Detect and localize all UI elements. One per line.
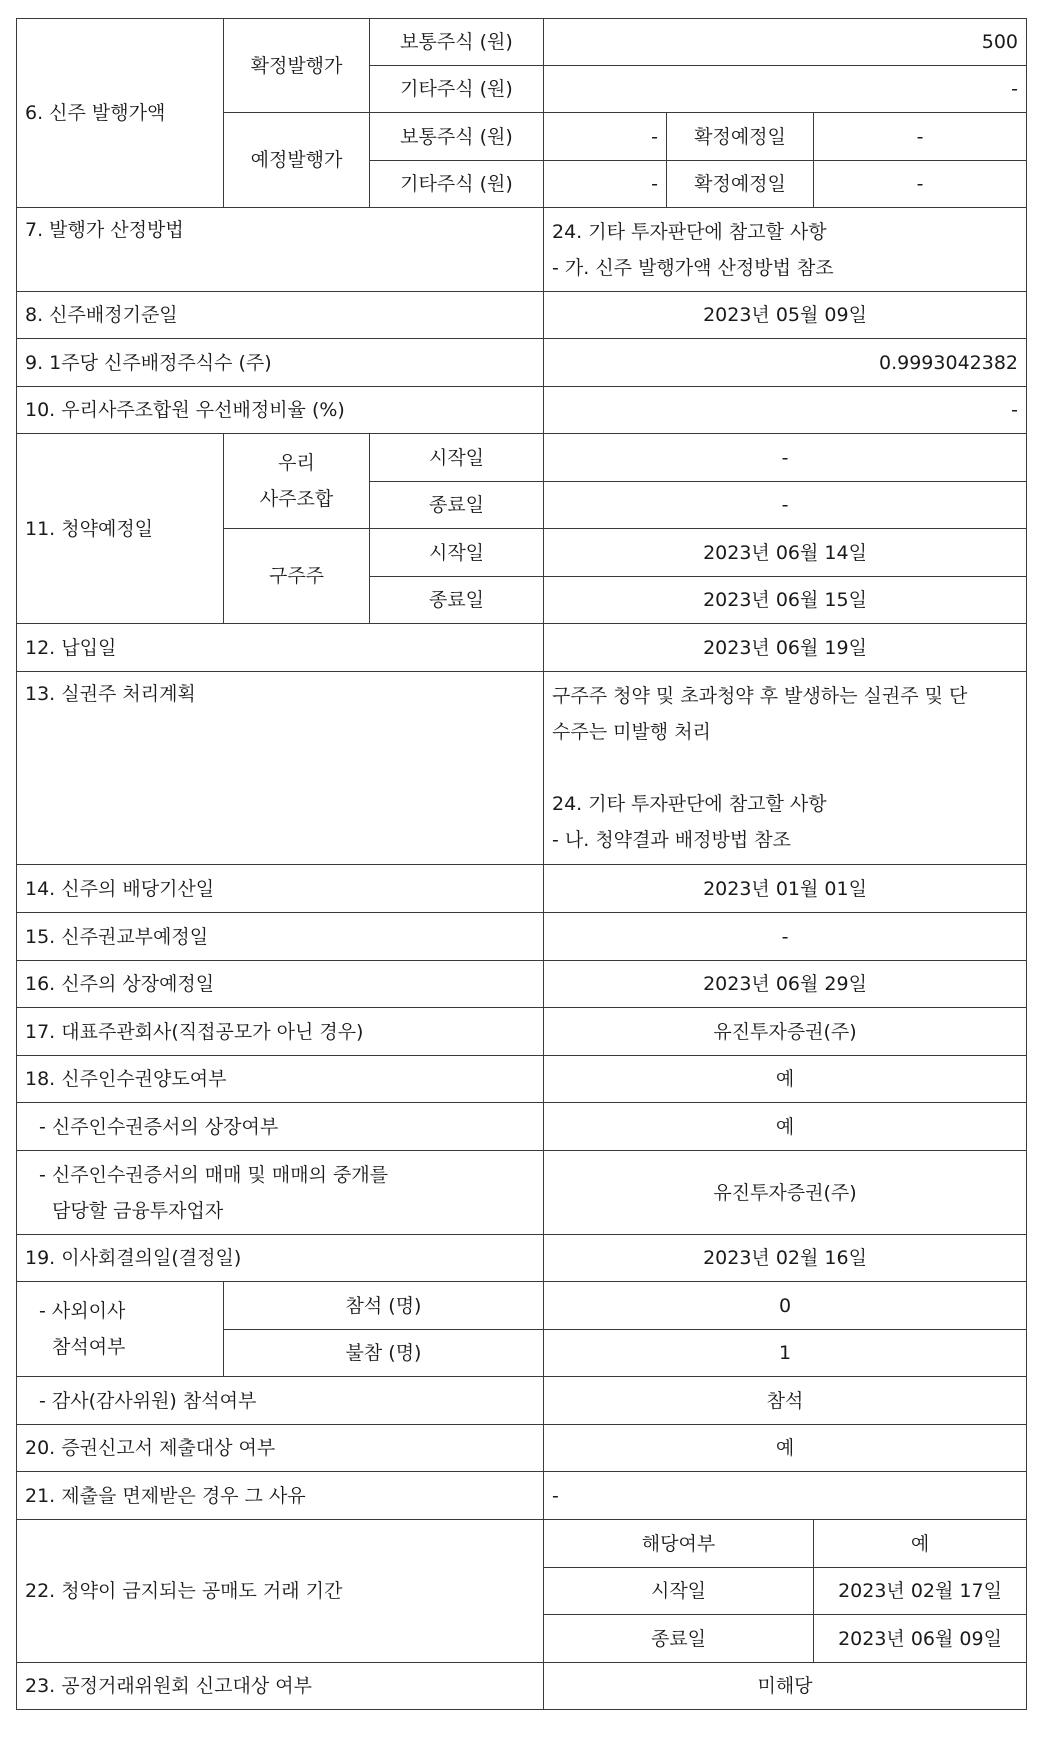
forfeited-shares-label: 13. 실권주 처리계획 [17, 672, 544, 865]
lead-manager-label: 17. 대표주관회사(직접공모가 아닌 경우) [17, 1008, 544, 1056]
certificate-date-label: 15. 신주권교부예정일 [17, 913, 544, 961]
expected-other-label: 기타주식 (원) [370, 161, 544, 208]
rights-broker-label-line-1: - 신주인수권증서의 매매 및 매매의 중개를 [39, 1163, 389, 1186]
dividend-date-value: 2023년 01월 01일 [544, 865, 1027, 913]
confirmed-other-value: - [544, 66, 1027, 113]
row-esop-ratio [17, 387, 1027, 434]
board-date-label: 19. 이사회결의일(결정일) [17, 1235, 544, 1282]
outside-director-label-line-1: - 사외이사 [39, 1300, 126, 1322]
dividend-date-label: 14. 신주의 배당기산일 [17, 865, 544, 913]
shares-per-share-label: 9. 1주당 신주배정주식수 (주) [17, 339, 544, 387]
outside-attend-label: 참석 (명) [224, 1282, 544, 1330]
expected-other-date: - [814, 161, 1027, 208]
row-shares-per-share [17, 339, 1027, 387]
old-shareholders-label: 구주주 [224, 529, 370, 624]
exemption-reason-value: - [544, 1472, 1027, 1520]
old-end-value: 2023년 06월 15일 [544, 577, 1027, 624]
esop-ratio-value: - [544, 387, 1027, 434]
forfeited-shares-value [544, 672, 1027, 865]
ftc-report-value: 미해당 [544, 1663, 1027, 1710]
row-listing-date [17, 961, 1027, 1008]
lead-manager-value: 유진투자증권(주) [544, 1008, 1027, 1056]
row-short-sale-applicable [17, 1520, 1027, 1568]
short-sale-end-value: 2023년 06월 09일 [814, 1615, 1027, 1663]
rights-transfer-value: 예 [544, 1056, 1027, 1103]
short-sale-label: 22. 청약이 금지되는 공매도 거래 기간 [17, 1520, 544, 1663]
row-certificate-date [17, 913, 1027, 961]
short-sale-start-label: 시작일 [544, 1568, 814, 1615]
confirmed-other-label: 기타주식 (원) [370, 66, 544, 113]
expected-common-value: - [544, 113, 667, 161]
subscription-date-label: 11. 청약예정일 [17, 434, 224, 624]
row-subscription-union-start [17, 434, 1027, 482]
old-start-label: 시작일 [370, 529, 544, 577]
esop-ratio-label: 10. 우리사주조합원 우선배정비율 (%) [17, 387, 544, 434]
forfeited-line-1: 구주주 청약 및 초과청약 후 발생하는 실권주 및 단 [552, 685, 968, 707]
outside-director-label [17, 1282, 224, 1377]
payment-date-value: 2023년 06월 19일 [544, 624, 1027, 672]
row-pricing-method [17, 208, 1027, 292]
registration-target-value: 예 [544, 1425, 1027, 1472]
forfeited-line-3: 24. 기타 투자판단에 참고할 사항 [552, 793, 827, 815]
row-registration-target [17, 1425, 1027, 1472]
row-lead-manager [17, 1008, 1027, 1056]
rights-listing-label: - 신주인수권증서의 상장여부 [17, 1103, 544, 1151]
union-label-line-1: 우리 [278, 452, 315, 474]
outside-absent-label: 불참 (명) [224, 1330, 544, 1377]
rights-broker-label-line-2: 담당할 금융투자업자 [52, 1199, 224, 1222]
outside-attend-value: 0 [544, 1282, 1027, 1330]
forfeited-spacer [552, 750, 1018, 786]
rights-listing-value: 예 [544, 1103, 1027, 1151]
confirmed-price-label: 확정발행가 [224, 19, 370, 113]
expected-price-label: 예정발행가 [224, 113, 370, 208]
short-sale-start-value: 2023년 02월 17일 [814, 1568, 1027, 1615]
short-sale-applicable-value: 예 [814, 1520, 1027, 1568]
union-start-value: - [544, 434, 1027, 482]
row-outside-attend [17, 1282, 1027, 1330]
expected-common-label: 보통주식 (원) [370, 113, 544, 161]
exemption-reason-label: 21. 제출을 면제받은 경우 그 사유 [17, 1472, 544, 1520]
disclosure-table [16, 18, 1027, 1710]
pricing-method-value [544, 208, 1027, 292]
payment-date-label: 12. 납입일 [17, 624, 544, 672]
board-date-value: 2023년 02월 16일 [544, 1235, 1027, 1282]
row-board-date [17, 1235, 1027, 1282]
row-exemption-reason [17, 1472, 1027, 1520]
outside-director-label-line-2: 참석여부 [52, 1336, 126, 1358]
short-sale-applicable-label: 해당여부 [544, 1520, 814, 1568]
record-date-label: 8. 신주배정기준일 [17, 292, 544, 339]
shares-per-share-value: 0.9993042382 [544, 339, 1027, 387]
rights-broker-label [17, 1151, 544, 1235]
expected-common-date: - [814, 113, 1027, 161]
old-end-label: 종료일 [370, 577, 544, 624]
listing-date-value: 2023년 06월 29일 [544, 961, 1027, 1008]
issue-price-label: 6. 신주 발행가액 [17, 19, 224, 208]
row-rights-listing [17, 1103, 1027, 1151]
row-ftc-report [17, 1663, 1027, 1710]
confirmed-common-value: 500 [544, 19, 1027, 66]
pricing-method-label: 7. 발행가 산정방법 [17, 208, 544, 292]
rights-transfer-label: 18. 신주인수권양도여부 [17, 1056, 544, 1103]
forfeited-line-2: 수주는 미발행 처리 [552, 721, 711, 743]
auditor-attend-label: - 감사(감사위원) 참석여부 [17, 1377, 544, 1425]
union-end-value: - [544, 482, 1027, 529]
expected-other-date-label: 확정예정일 [667, 161, 814, 208]
expected-other-value: - [544, 161, 667, 208]
rights-broker-value: 유진투자증권(주) [544, 1151, 1027, 1235]
union-label-line-2: 사주조합 [259, 488, 334, 510]
expected-common-date-label: 확정예정일 [667, 113, 814, 161]
row-issue-price-confirmed-common [17, 19, 1027, 66]
auditor-attend-value: 참석 [544, 1377, 1027, 1425]
row-payment-date [17, 624, 1027, 672]
confirmed-common-label: 보통주식 (원) [370, 19, 544, 66]
row-dividend-date [17, 865, 1027, 913]
listing-date-label: 16. 신주의 상장예정일 [17, 961, 544, 1008]
row-forfeited-shares [17, 672, 1027, 865]
ftc-report-label: 23. 공정거래위원회 신고대상 여부 [17, 1663, 544, 1710]
registration-target-label: 20. 증권신고서 제출대상 여부 [17, 1425, 544, 1472]
row-record-date [17, 292, 1027, 339]
union-start-label: 시작일 [370, 434, 544, 482]
row-auditor-attend [17, 1377, 1027, 1425]
short-sale-end-label: 종료일 [544, 1615, 814, 1663]
row-rights-broker [17, 1151, 1027, 1235]
union-end-label: 종료일 [370, 482, 544, 529]
certificate-date-value: - [544, 913, 1027, 961]
record-date-value: 2023년 05월 09일 [544, 292, 1027, 339]
pricing-method-line-1: 24. 기타 투자판단에 참고할 사항 [552, 220, 827, 243]
forfeited-line-4: - 나. 청약결과 배정방법 참조 [552, 829, 791, 851]
row-rights-transfer [17, 1056, 1027, 1103]
old-start-value: 2023년 06월 14일 [544, 529, 1027, 577]
pricing-method-line-2: - 가. 신주 발행가액 산정방법 참조 [552, 256, 834, 279]
union-label [224, 434, 370, 529]
outside-absent-value: 1 [544, 1330, 1027, 1377]
